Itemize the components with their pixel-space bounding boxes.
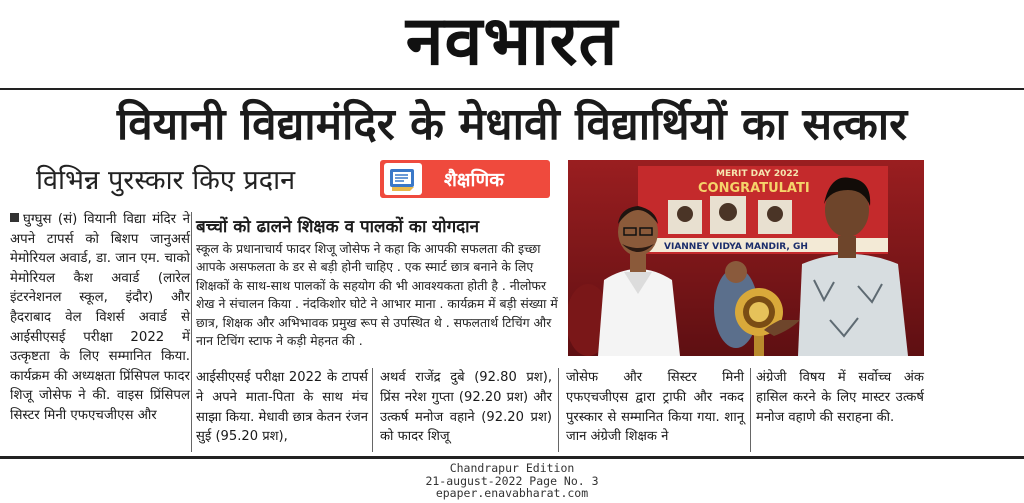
- edition-name: Chandrapur Edition: [449, 461, 575, 475]
- column-divider: [750, 368, 751, 452]
- article-subheadline: विभिन्न पुरस्कार किए प्रदान: [36, 165, 296, 196]
- banner-main-text: CONGRATULATI: [698, 181, 810, 196]
- book-icon: [384, 163, 422, 195]
- edition-date-page: 21-august-2022 Page No. 3: [425, 473, 599, 488]
- newspaper-title: नवभारत: [405, 2, 619, 81]
- inset-body: स्कूल के प्रधानाचार्य फादर शिजू जोसेफ ने कहा कि आपकी सफलता की इच्छा आपके असफलता के डर से बड़ी होनी चाहिए . एक स्मार्ट छात्र बनाने के लिए शिक्षकों के साथ-साथ पालकों के सहयोग की भी आवश्यकता होती है . नीलोफर शेख ने संचालन किया . नंदकिशोर घोटे ने आभार माना . कार्यक्रम में बड़ी संख्या में छात्र, शिक्षक और अभिभावक प्रमुख रूप से उपस्थित थे . सफलतार्थ टिचिंग और नान टिचिंग स्टाफ ने कड़ी मेहनत की .: [196, 241, 558, 349]
- masthead: [0, 0, 1024, 88]
- article-column-4: जोसेफ और सिस्टर मिनी एफएचजीएस द्वारा ट्राफी और नकद पुरस्कार से सम्मानित किया गया. शानू जान अंग्रेजी शिक्षक ने: [566, 370, 744, 445]
- bullet-square-icon: [10, 213, 19, 222]
- footer-divider: [0, 456, 1024, 459]
- article-column-5: अंग्रेजी विषय में सर्वोच्च अंक हासिल करने के लिए मास्टर उत्कर्ष मनोज वहाणे की सराहना की.: [756, 370, 924, 425]
- article-column-1: [10, 210, 190, 426]
- column-divider: [191, 212, 192, 452]
- edition-footer: [0, 462, 1024, 500]
- inset-title: बच्चों को ढालने शिक्षक व पालकों का योगदान: [196, 217, 479, 237]
- article-column-2: आईसीएसई परीक्षा 2022 के टापर्स ने अपने माता-पिता के साथ मंच साझा किया. मेधावी छात्र केतन रंजन सुई (95.20 प्रश),: [196, 370, 368, 445]
- column-divider: [372, 368, 373, 452]
- article-column-1-text: घुग्घुस (सं) वियानी विद्या मंदिर ने अपने टापर्स को बिशप जानुअर्स मेमोरियल अवार्ड, डा. जान एम. चाको मेमोरियल कैश अवार्ड (लारेल इंटरनेशनल स्कूल, इंदौर) और हैदराबाद वेल विशर्स अवार्ड से आईसीएसई परीक्षा 2022 में उत्कृष्टता के लिए सम्मानित किया. कार्यक्रम की अध्यक्षता प्रिंसिपल फादर शिजू जोसेफ ने की. वाइस प्रिंसिपल सिस्टर मिनी एफएचजीएस और: [10, 212, 190, 423]
- category-badge: [380, 160, 550, 198]
- category-label: शैक्षणिक: [444, 169, 504, 191]
- article-column-3: अथर्व राजेंद्र दुबे (92.80 प्रश), प्रिंस नरेश गुप्ता (92.20 प्रश) और उत्कर्ष मनोज वहाने (92.20 प्रश) को फादर शिजू: [380, 370, 552, 445]
- column-divider: [558, 368, 559, 452]
- banner-top-text: MERIT DAY 2022: [716, 169, 799, 179]
- masthead-divider: [0, 88, 1024, 90]
- article-photo: [568, 160, 924, 356]
- banner-school-text: VIANNEY VIDYA MANDIR, GH: [664, 242, 808, 252]
- epaper-site: epaper.enavabharat.com: [435, 486, 589, 500]
- article-headline: वियानी विद्यामंदिर के मेधावी विद्यार्थियों का सत्कार: [116, 99, 908, 150]
